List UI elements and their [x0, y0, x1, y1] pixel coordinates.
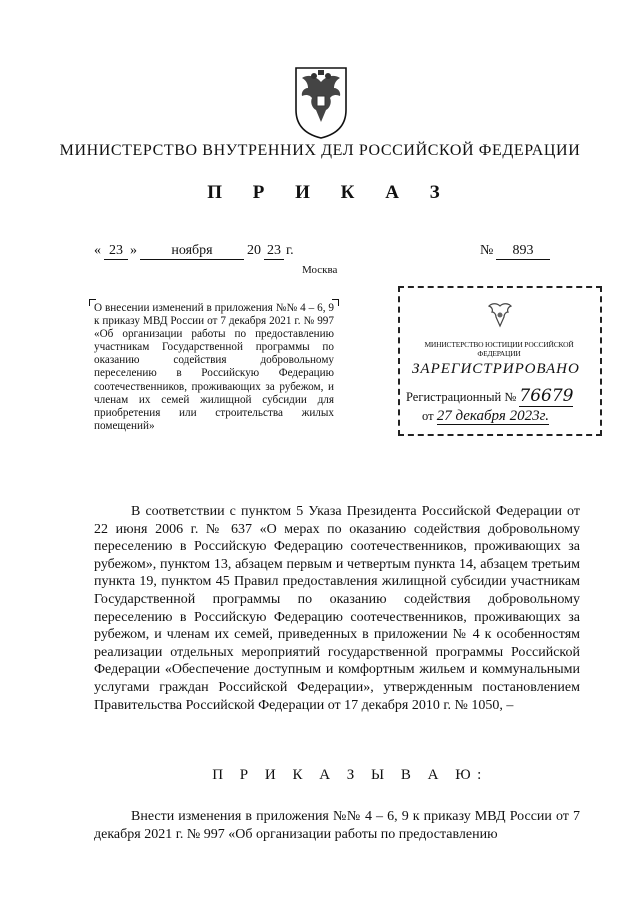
preamble-paragraph: В соответствии с пунктом 5 Указа Президента Российской Федерации от 22 июня 2006 г. № 637 «О мерах по оказанию содействия добровольному переселению в Российскую Федерацию соотечественников, проживающих за рубежом», пунктом 13, абзацем первым и четвертым пункта 14, абзацем третьим пункта 19, пунктом 45 Правил предоставления жилищной субсидии участникам Государственной программы по оказанию содействия добровольному переселению в Российскую Федерацию соотечественников, проживающих за рубежом, и членам их семей, приведенных в приложении № 4 к особенностям реализации отдельных мероприятий государственной программы Российской Федерации «Обеспечение доступным и комфортным жильем и коммунальными услугами граждан Российской Федерации», утвержденным постановлением Правительства Российской Федерации от 17 декабря 2010 г. № 1050, –: [94, 504, 580, 713]
date-month: ноября: [140, 243, 244, 260]
order-number-label: №: [480, 243, 494, 258]
date-year-suffix: 23: [264, 243, 284, 260]
date-quote-close: »: [130, 243, 137, 258]
stamp-ministry: МИНИСТЕРСТВО ЮСТИЦИИ РОССИЙСКОЙ ФЕДЕРАЦИИ: [424, 340, 574, 358]
stamp-date-line: [422, 408, 549, 425]
stamp-registered: ЗАРЕГИСТРИРОВАНО: [412, 361, 580, 377]
city: Москва: [302, 264, 338, 276]
stamp-date-prefix: от: [422, 409, 434, 423]
double-headed-eagle-icon: [288, 62, 354, 140]
date-day: 23: [104, 243, 128, 260]
ministry-name: МИНИСТЕРСТВО ВНУТРЕННИХ ДЕЛ РОССИЙСКОЙ ФЕДЕРАЦИИ: [59, 142, 581, 159]
stamp-reg-label: Регистрационный №: [406, 390, 517, 404]
directive-paragraph: Внести изменения в приложения №№ 4 – 6, 9 к приказу МВД России от 7 декабря 2021 г. № 997 «Об организации работы по предоставлению: [94, 809, 580, 842]
stamp-reg-line: [406, 386, 573, 406]
registration-stamp: [398, 286, 602, 436]
decree-heading: П Р И К А З Ы В А Ю:: [212, 767, 488, 783]
order-number: 893: [496, 243, 550, 260]
document-title: П Р И К А З: [207, 182, 453, 203]
subject-block: О внесении изменений в приложения №№ 4 – 6, 9 к приказу МВД России от 7 декабря 2021 г. № 997 «Об организации работы по предоставлению участникам Государственной программы по оказанию содействия добровольному переселению в Российскую Федерацию соотечественников, проживающих за рубежом, и членам их семей жилищной субсидии для приобретения или строительства жилых помещений»: [94, 302, 334, 432]
date-year-prefix: 20: [247, 243, 261, 258]
eagle-stamp-icon: [485, 300, 515, 330]
date-year-unit: г.: [286, 243, 294, 258]
date-quote-open: «: [94, 243, 101, 258]
stamp-date-value: 27 декабря 2023г.: [436, 408, 549, 424]
stamp-reg-number: 76679: [519, 386, 574, 406]
